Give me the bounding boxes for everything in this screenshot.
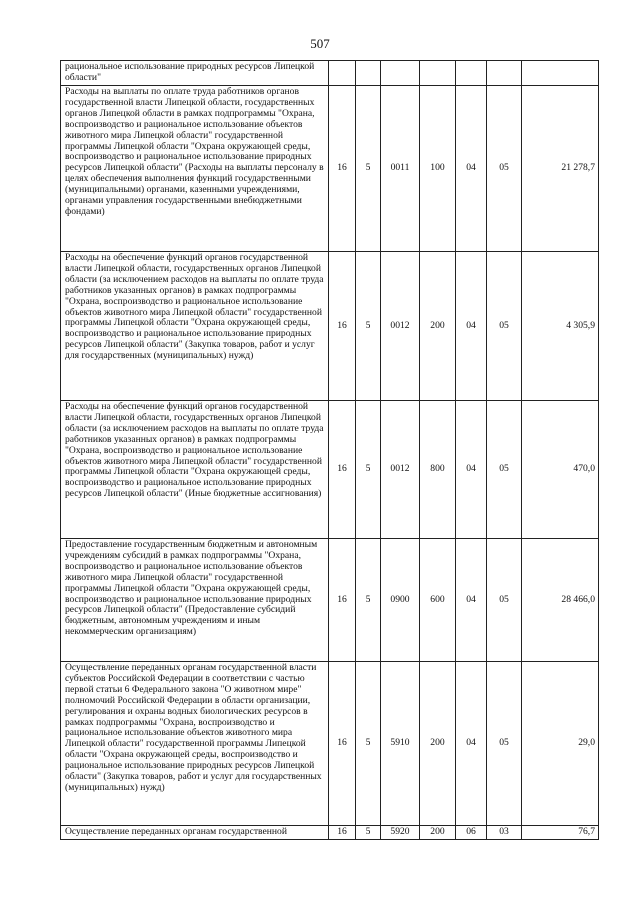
code-expense-type: 800 xyxy=(420,401,456,539)
code-section xyxy=(456,61,487,86)
code-subsection: 05 xyxy=(487,86,522,252)
code-article: 0011 xyxy=(381,86,420,252)
code-section: 04 xyxy=(456,86,487,252)
code-article: 0012 xyxy=(381,401,420,539)
code-section: 04 xyxy=(456,539,487,662)
code-expense-type xyxy=(420,61,456,86)
amount-cell: 28 466,0 xyxy=(522,539,599,662)
code-article: 5910 xyxy=(381,662,420,826)
code-article xyxy=(381,61,420,86)
table-row xyxy=(61,252,599,401)
amount-cell xyxy=(522,61,599,86)
code-expense-type: 100 xyxy=(420,86,456,252)
amount-cell: 76,7 xyxy=(522,826,599,840)
row-description: Расходы на обеспечение функций органов государственной власти Липецкой области, государственных органов Липецкой области (за исключением расходов на выплаты по оплате труда работников указанных органов) в рамках подпрограммы "Охрана, воспроизводство и рациональное использование объектов животного мира Липецкой области" государственной программы Липецкой области "Охрана окружающей среды, воспроизводство и рациональное использование природных ресурсов Липецкой области" (Закупка товаров, работ и услуг для государственных (муниципальных) нужд) xyxy=(61,252,329,401)
code-expense-type: 200 xyxy=(420,826,456,840)
code-expense-type: 200 xyxy=(420,662,456,826)
code-subprogram: 5 xyxy=(356,86,381,252)
code-subprogram: 5 xyxy=(356,662,381,826)
budget-table xyxy=(60,60,599,840)
code-admin: 16 xyxy=(329,252,356,401)
table-row xyxy=(61,539,599,662)
amount-cell: 470,0 xyxy=(522,401,599,539)
code-section: 04 xyxy=(456,662,487,826)
code-subprogram: 5 xyxy=(356,826,381,840)
code-admin: 16 xyxy=(329,662,356,826)
table-row xyxy=(61,401,599,539)
code-section: 04 xyxy=(456,401,487,539)
code-article: 5920 xyxy=(381,826,420,840)
code-admin: 16 xyxy=(329,401,356,539)
code-admin: 16 xyxy=(329,826,356,840)
code-subprogram: 5 xyxy=(356,401,381,539)
table-row xyxy=(61,86,599,252)
code-subprogram xyxy=(356,61,381,86)
code-subprogram: 5 xyxy=(356,252,381,401)
table-row xyxy=(61,61,599,86)
code-subsection: 05 xyxy=(487,401,522,539)
amount-cell: 29,0 xyxy=(522,662,599,826)
code-article: 0012 xyxy=(381,252,420,401)
code-subsection: 05 xyxy=(487,539,522,662)
code-admin: 16 xyxy=(329,539,356,662)
table-row xyxy=(61,662,599,826)
code-section: 06 xyxy=(456,826,487,840)
code-article: 0900 xyxy=(381,539,420,662)
code-expense-type: 600 xyxy=(420,539,456,662)
row-description: рациональное использование природных ресурсов Липецкой области" xyxy=(61,61,329,86)
amount-cell: 21 278,7 xyxy=(522,86,599,252)
code-admin xyxy=(329,61,356,86)
page-number: 507 xyxy=(310,36,330,51)
code-subsection: 03 xyxy=(487,826,522,840)
row-description: Осуществление переданных органам государственной xyxy=(61,826,329,840)
row-description: Осуществление переданных органам государственной власти субъектов Российской Федерации в соответствии с частью первой статьи 6 Федерального закона "О животном мире" полномочий Российской Федерации в области организации, регулирования и охраны водных биологических ресурсов в рамках подпрограммы "Охрана, воспроизводство и рациональное использование объектов животного мира Липецкой области" государственной программы Липецкой области "Охрана окружающей среды, воспроизводство и рациональное использование природных ресурсов Липецкой области" (Закупка товаров, работ и услуг для государственных (муниципальных) нужд) xyxy=(61,662,329,826)
row-description: Расходы на обеспечение функций органов государственной власти Липецкой области, государственных органов Липецкой области (за исключением расходов на выплаты по оплате труда работников указанных органов) в рамках подпрограммы "Охрана, воспроизводство и рациональное использование объектов животного мира Липецкой области" государственной программы Липецкой области "Охрана окружающей среды, воспроизводство и рациональное использование природных ресурсов Липецкой области" (Иные бюджетные ассигнования) xyxy=(61,401,329,539)
code-section: 04 xyxy=(456,252,487,401)
amount-cell: 4 305,9 xyxy=(522,252,599,401)
code-subsection xyxy=(487,61,522,86)
code-subsection: 05 xyxy=(487,662,522,826)
code-subsection: 05 xyxy=(487,252,522,401)
row-description: Расходы на выплаты по оплате труда работников органов государственной власти Липецкой области, государственных органов Липецкой области в рамках подпрограммы "Охрана, воспроизводство и рациональное использование объектов животного мира Липецкой области" государственной программы Липецкой области "Охрана окружающей среды, воспроизводство и рациональное использование природных ресурсов Липецкой области" (Расходы на выплаты персоналу в целях обеспечения выполнения функций государственными (муниципальными) органами, казенными учреждениями, органами управления государственными внебюджетными фондами) xyxy=(61,86,329,252)
row-description: Предоставление государственным бюджетным и автономным учреждениям субсидий в рамках подпрограммы "Охрана, воспроизводство и рациональное использование объектов животного мира Липецкой области" государственной программы Липецкой области "Охрана окружающей среды, воспроизводство и рациональное использование природных ресурсов Липецкой области" (Предоставление субсидий бюджетным, автономным учреждениям и иным некоммерческим организациям) xyxy=(61,539,329,662)
table-row xyxy=(61,826,599,840)
code-expense-type: 200 xyxy=(420,252,456,401)
code-admin: 16 xyxy=(329,86,356,252)
code-subprogram: 5 xyxy=(356,539,381,662)
